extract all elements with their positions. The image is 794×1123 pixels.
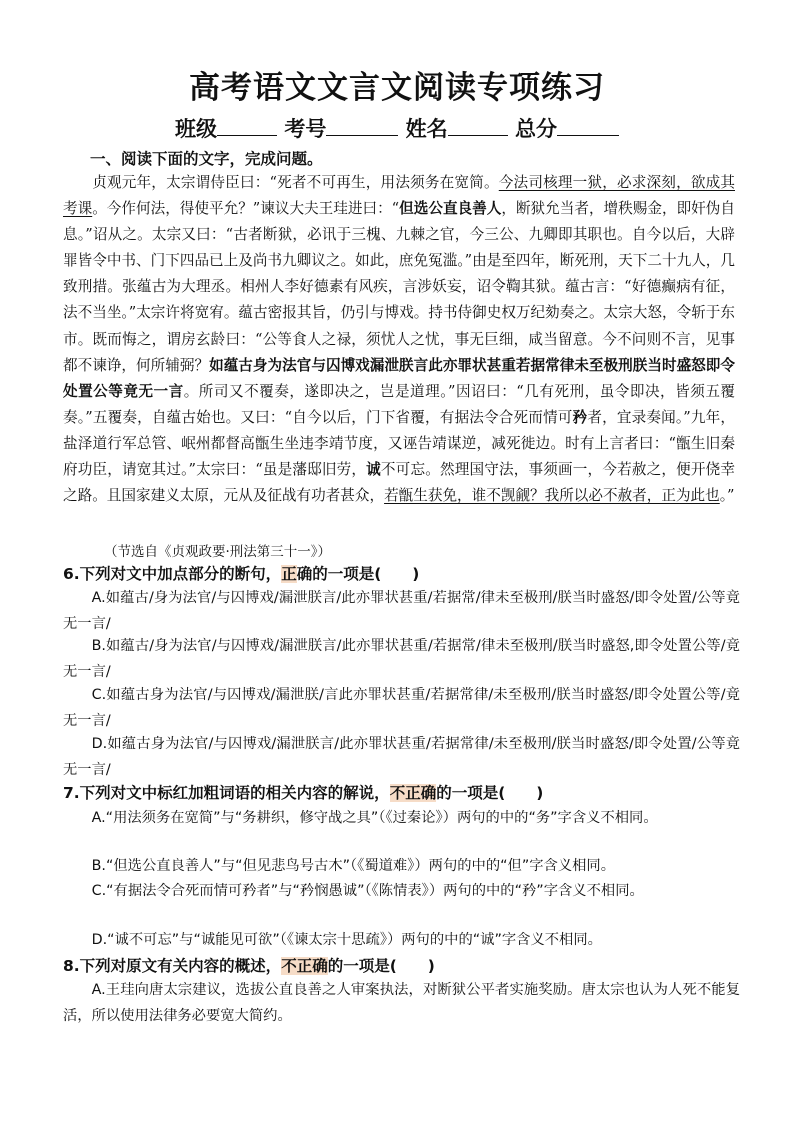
q6-text: 确的一项是( ): [296, 565, 420, 583]
exam-number-label: 考号: [284, 117, 327, 141]
name-blank[interactable]: [448, 115, 508, 136]
score-label: 总分: [514, 117, 557, 141]
q8-text: 8.下列对原文有关内容的概述，: [63, 957, 282, 975]
question-6-stem: [63, 562, 735, 586]
passage-text: 。所司又不覆奏，遂即决之，岂是道理。”因诏曰：“几有死刑，虽令即决，皆须五覆奏。”五覆奏，自蕴古始也。又曰：“自今以后，门下省覆，有据法令合死而情可: [63, 382, 736, 426]
q6-option-a[interactable]: A.如蕴古/身为法官/与囚博戏/漏泄朕言/此亦罪状甚重/若据常/律未至极刑/朕当时盛怒/即令处置/公等竟无一言/: [63, 590, 740, 632]
passage-text: 。今作何法，得使平允？”谏议大夫王珪进曰：“: [92, 200, 400, 218]
section-heading: 一、阅读下面的文字，完成问题。: [90, 150, 323, 168]
name-label: 姓名: [405, 117, 448, 141]
passage-text: 不可忘。然理国守法，事须画一，今若赦之，便开侥幸之路。且国家建义太原，元从及征战有功者甚众，: [63, 461, 735, 505]
q8-option-a[interactable]: A.王珪向唐太宗建议，选拔公直良善之人审案执法，对断狱公平者实施奖励。唐太宗也认为人死不能复活，所以使用法律务必要宽大简约。: [63, 982, 740, 1024]
passage-paragraph: [63, 170, 735, 509]
q7-highlight: 不正确: [389, 784, 437, 802]
underlined-sentence: 若甑生获免，谁不觊觎？我所以必不赦者，正为此也: [384, 487, 720, 505]
bold-word: 诚: [366, 461, 381, 479]
score-blank[interactable]: [557, 115, 619, 136]
q6-option-b[interactable]: B.如蕴古/身为法官/与囚博戏/漏泄朕言/此亦罪状甚重/若据常/律未至极刑/朕当时盛怒,即令处置公等/竟无一言/: [63, 638, 740, 680]
underlined-sentence: 今法司核理一狱，必求深刻，欲成其考课: [63, 174, 735, 218]
q6-highlight: 正: [281, 565, 297, 583]
class-label: 班级: [175, 117, 218, 141]
question-8-stem: [63, 954, 735, 978]
passage-text: 者，宜录奏闻。”九年，盐泽道行军总管、岷州都督高甑生坐违李靖节度，又诬告靖谋逆，减死徙边。时有上言者曰：“甑生旧秦府功臣，请宽其过。”太宗曰：“虽是藩邸旧劳，: [63, 408, 736, 479]
q7-text: 7.下列对文中标红加粗词语的相关内容的解说，: [63, 784, 390, 802]
bold-word: 矜: [572, 408, 588, 426]
q8-text: 的一项是( ): [327, 957, 435, 975]
class-blank[interactable]: [217, 115, 277, 136]
q6-option-d[interactable]: D.如蕴古身为法官/与囚博戏/漏泄朕言/此亦罪状甚重/若据常律/未至极刑/朕当时盛怒/即令处置/公等竟无一言/: [63, 736, 740, 778]
passage-text: ，断狱允当者，增秩赐金，即奸伪自息。”诏从之。太宗又曰：“古者断狱，必讯于三槐、九棘之官，今三公、九卿即其职也。自今以后，大辟罪皆令中书、门下四品已上及尚书九卿议之。如此，庶免冤滥。”由是至四年，断死刑，天下二十九人，几致刑措。张蕴古为大理丞。相州人李好德素有风疾，言涉妖妄，诏令鞫其狱。蕴古言：“好德癫病有征，法不当坐。”太宗许将宽宥。蕴古密报其旨，仍引与博戏。持书侍御史权万纪劾奏之。太宗大怒，令斩于东市。既而悔之，谓房玄龄曰：“公等食人之禄，须忧人之忧，事无巨细，咸当留意。今不问则不言，见事都不谏诤，何所辅弼？: [63, 200, 735, 374]
q7-option-c[interactable]: C.“有据法令合死而情可矜者”与“矜悯愚诚”（《陈情表》）两句的中的“矜”字含义不相同。: [91, 883, 644, 899]
q6-option-c[interactable]: C.如蕴古身为法官/与囚博戏/漏泄朕/言此亦罪状甚重/若据常律/未至极刑/朕当时盛怒/即令处置公等/竟无一言/: [63, 687, 740, 729]
q7-option-a[interactable]: A.“用法须务在宽简”与“务耕织，修守战之具”（《过秦论》）两句的中的“务”字含义不相同。: [91, 810, 658, 826]
reading-passage: [63, 170, 735, 509]
passage-text: 贞观元年，太宗谓侍臣曰：“死者不可再生，用法须务在宽简。: [92, 174, 499, 191]
passage-text: 。”: [719, 487, 735, 505]
q6-text: 6.下列对文中加点部分的断句，: [63, 565, 282, 583]
question-7-stem: [63, 781, 735, 805]
bold-phrase: 但选公直良善人: [399, 200, 502, 218]
q7-option-b[interactable]: B.“但选公直良善人”与“但见悲鸟号古木”（《蜀道难》）两句的中的“但”字含义相同。: [91, 858, 616, 874]
bold-sentence: 如蕴古身为法官与囚博戏漏泄朕言此亦罪状甚重若据常律未至极刑朕当时盛怒即令处置公等竟无一言: [63, 356, 735, 400]
source-citation: （节选自《贞观政要·刑法第三十一》）: [104, 544, 332, 560]
exam-number-blank[interactable]: [326, 115, 398, 136]
q8-highlight: 不正确: [281, 957, 328, 975]
page-title: 高考语文文言文阅读专项练习: [189, 70, 605, 106]
q7-text: 的一项是( ): [436, 784, 544, 802]
student-info-line: [0, 113, 794, 143]
q7-option-d[interactable]: D.“诚不可忘”与“诚能见可欲”（《谏太宗十思疏》）两句的中的“诚”字含义不相同。: [91, 932, 602, 948]
